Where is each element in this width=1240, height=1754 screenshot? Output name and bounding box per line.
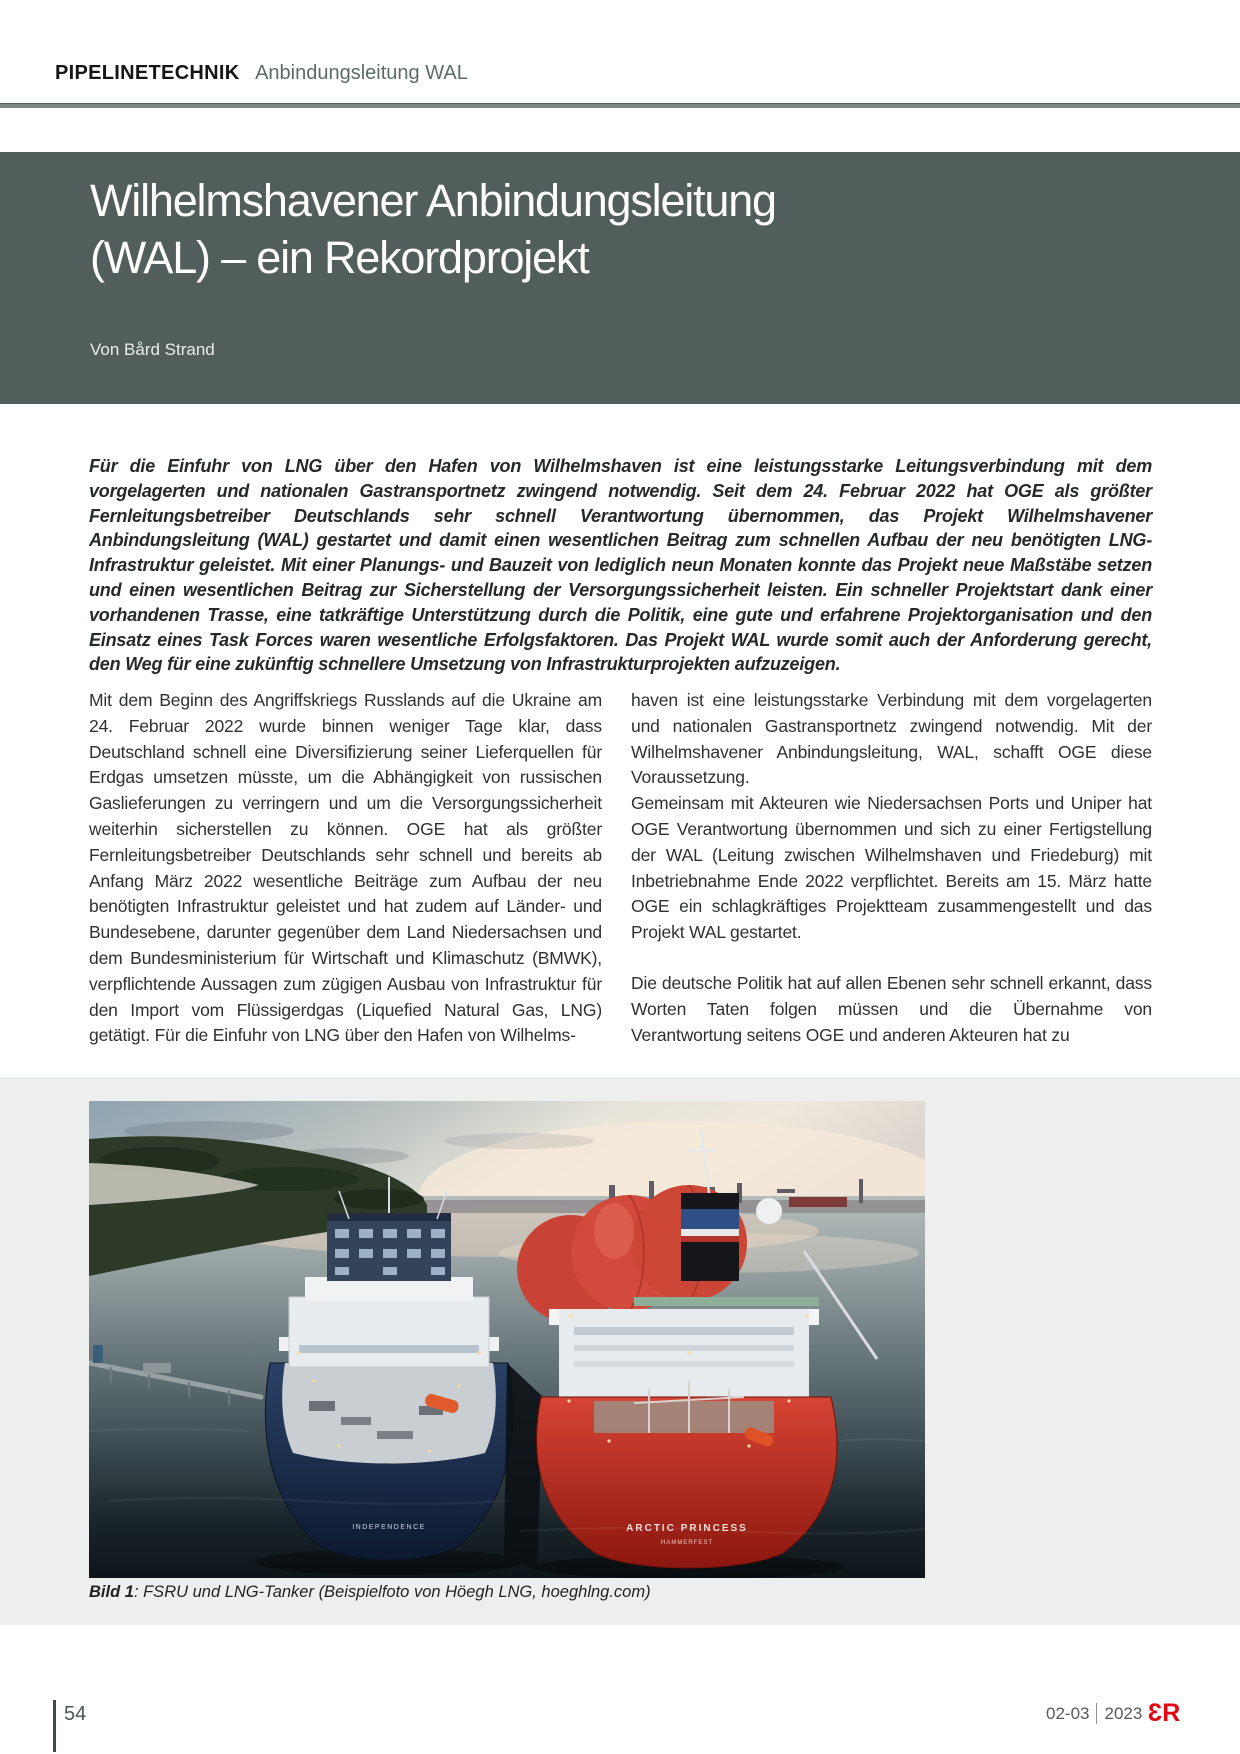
figure-caption bbox=[89, 1583, 651, 1602]
figure-band bbox=[0, 1077, 1240, 1625]
footer-issue-info bbox=[1046, 1701, 1179, 1726]
kicker bbox=[55, 62, 468, 85]
page-title-line1: Wilhelmshavener Anbindungsleitung bbox=[90, 175, 776, 226]
ship-name-independence: INDEPENDENCE bbox=[352, 1524, 426, 1531]
kicker-rule bbox=[0, 103, 1240, 108]
page-number: 54 bbox=[64, 1703, 87, 1725]
byline: Von Bård Strand bbox=[90, 340, 215, 359]
3r-logo bbox=[1149, 1701, 1179, 1726]
kicker-section: PIPELINETECHNIK bbox=[55, 62, 240, 84]
issue-divider bbox=[1096, 1703, 1097, 1724]
kicker-topic: Anbindungsleitung WAL bbox=[255, 62, 468, 84]
3r-logo-r: R bbox=[1162, 1699, 1180, 1727]
issue-number: 02-03 bbox=[1046, 1703, 1090, 1723]
page-title bbox=[90, 172, 1170, 286]
ship-port-hammerfest: HAMMERFEST bbox=[661, 1540, 713, 1546]
radar-dome bbox=[756, 1198, 782, 1224]
body-paragraph: Gemeinsam mit Akteuren wie Niedersachsen Ports und Uniper hat OGE Verantwortung übernommen und sich zu einer Fertigstellung der WAL (Leitung zwischen Wilhelmshaven und Friedeburg) mit Inbetriebnahme Ende 2022 verpflichtet. Bereits am 15. März hatte OGE ein schlagkräftiges Projektteam zusammengestellt und das Projekt WAL gestartet. bbox=[631, 793, 1152, 943]
figure-caption-text: : FSRU und LNG-Tanker (Beispielfoto von Höegh LNG, hoeghlng.com) bbox=[133, 1583, 651, 1601]
page-title-line2: (WAL) – ein Rekordprojekt bbox=[90, 232, 589, 283]
body-column-right bbox=[631, 688, 1152, 1048]
issue-year: 2023 bbox=[1104, 1703, 1143, 1723]
figure-photo-lng-ships bbox=[89, 1101, 925, 1578]
ship-name-arctic-princess: ARCTIC PRINCESS bbox=[626, 1523, 748, 1534]
body-paragraph: Mit dem Beginn des Angriffskriegs Russlands auf die Ukraine am 24. Februar 2022 wurde binnen weniger Tage klar, dass Deutschland schnell eine Diversifizierung seiner Lieferquellen für Erdgas umsetzen müsste, um die Abhängigkeit von russischen Gaslieferungen zu verringern und um die Versorgungssicherheit weiterhin sicherstellen zu können. OGE hat als größter Fernleitungsbetreiber Deutschlands sehr schnell und bereits ab Anfang März 2022 wesentliche Beiträge zum Aufbau der neu benötigten Infrastruktur geleistet und hat zudem auf Länder- und Bundesebene, darunter gegenüber dem Land Niedersachsen und dem Bundesministerium für Wirtschaft und Klimaschutz (BMWK), verpflichtende Aussagen zum zügigen Ausbau von Infrastruktur für den Import vom Flüssigerdgas (Liquefied Natural Gas, LNG) getätigt. Für die Einfuhr von LNG über den Hafen von Wilhelms- bbox=[89, 690, 602, 1046]
body-column-left bbox=[89, 688, 602, 1049]
3r-logo-three: 3 bbox=[1149, 1699, 1163, 1727]
figure-caption-label: Bild 1 bbox=[89, 1583, 134, 1601]
distant-cargo-ship bbox=[789, 1197, 847, 1207]
title-block bbox=[0, 152, 1240, 404]
body-paragraph: Die deutsche Politik hat auf allen Ebenen sehr schnell erkannt, dass Worten Taten folgen müssen und die Übernahme von Verantwortung seitens OGE und anderen Akteuren hat zu bbox=[631, 972, 1152, 1045]
page-number-bar bbox=[53, 1700, 56, 1752]
lede-paragraph: Für die Einfuhr von LNG über den Hafen von Wilhelmshaven ist eine leistungsstarke Leitungsverbindung mit dem vorgelagerten und nationalen Gastransportnetz zwingend notwendig. Seit dem 24. Februar 2022 hat OGE als größter Fernleitungsbetreiber Deutschlands sehr schnell Verantwortung übernommen, das Projekt Wilhelmshavener Anbindungsleitung (WAL) gestartet und damit einen wesentlichen Beitrag zum schnellen Aufbau der neu benötigten LNG-Infrastruktur geleistet. Mit einer Planungs- und Bauzeit von lediglich neun Monaten konnte das Projekt neue Maßstäbe setzen und einen wesentlichen Beitrag zur Sicherstellung der Versorgungssicherheit leisten. Ein schneller Projektstart dank einer vorhandenen Trasse, eine tatkräftige Unterstützung durch die Politik, eine gute und erfahrene Projektorganisation und den Einsatz eines Task Forces waren wesentliche Erfolgsfaktoren. Das Projekt WAL wurde somit auch der Anforderung gerecht, den Weg für eine zukünftig schnellere Umsetzung von Infrastrukturprojekten aufzuzeigen. bbox=[89, 456, 1152, 675]
body-paragraph: haven ist eine leistungsstarke Verbindung mit dem vorgelagerten und nationalen Gastransportnetz zwingend notwendig. Mit der Wilhelmshavener Anbindungsleitung, WAL, schafft OGE diese Voraussetzung. bbox=[631, 690, 1152, 788]
